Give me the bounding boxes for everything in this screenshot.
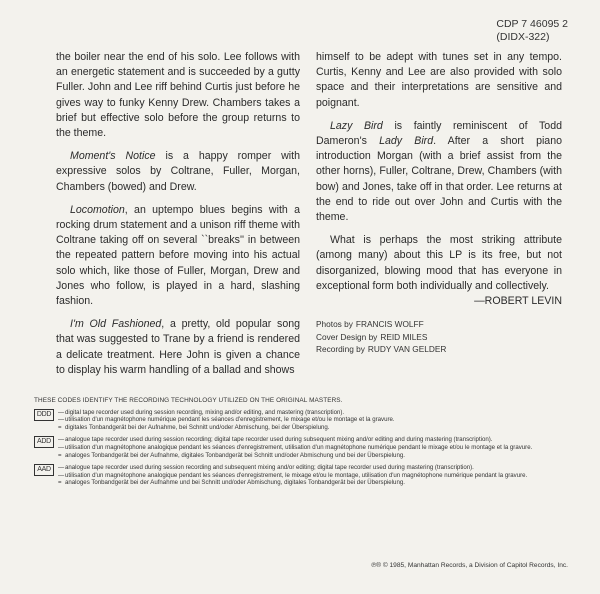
credit-recording: Recording by RUDY VAN GELDER — [316, 344, 447, 354]
code-badge: DDD — [34, 409, 54, 421]
catalog-code: (DIDX-322) — [496, 31, 550, 43]
code-row-add: ADD —analogue tape recorder used during session recording; digital tape recorder used during subsequent mixing and/or editing and during mastering (transcription). —utilisation d'un magnétophone analogique pendant les séances d'enregistrement, utilisation d'un magnétophone numérique pendant le mixage et/ou le montage et la gravure. = analoges Tonbandgerät bei der Aufnahme, digitales Tonbandgerät bei Schnitt und/oder Abmischung und bei der Überspielung. — [34, 436, 564, 459]
recording-codes-legend — [34, 397, 564, 492]
codes-heading: THESE CODES IDENTIFY THE RECORDING TECHNOLOGY UTILIZED ON THE ORIGINAL MASTERS. — [34, 397, 343, 404]
liner-notes-left-column — [56, 50, 300, 386]
author-byline: —ROBERT LEVIN — [474, 295, 562, 308]
liner-paragraph: himself to be adept with tunes set in any tempo. Curtis, Kenny and Lee are also provided with solo space and their interpretations are sensitive and poignant. — [316, 51, 562, 109]
credit-cover-design: Cover Design by REID MILES — [316, 331, 428, 342]
liner-paragraph: Moment's Notice is a happy romper with expressive solos by Coltrane, Fuller, Morgan, Chambers (bowed) and Drew. — [56, 150, 300, 193]
liner-paragraph: I'm Old Fashioned, a pretty, old popular song that was suggested to Trane by a friend is rendered a delicate treatment. Here John is given a chance to display his warm handling of a ballad and shows — [56, 318, 300, 376]
liner-paragraph: Locomotion, an uptempo blues begins with a rocking drum statement and a unison riff theme with Coltrane taking off on several ``breaks'' in between the repeated pattern before moving into his actual solo which, like those of Fuller, Morgan, Drew and Jones who follow, is played in a hard, slashing fashion. — [56, 203, 300, 308]
code-badge: ADD — [34, 436, 54, 448]
song-title: I'm Old Fashioned — [70, 318, 162, 331]
liner-paragraph: Lazy Bird is faintly reminiscent of Todd Dameron's Lady Bird. After a short piano introduction Morgan (with a brief assist from the other horns), Fuller, Coltrane, Drew, Chambers (with bow) and Jones, take off in that order. Lee returns at the end to ride out over John and Curtis with the theme. — [316, 119, 562, 224]
song-title: Locomotion — [70, 203, 125, 216]
code-badge: AAD — [34, 464, 54, 476]
code-row-aad: AAD —analogue tape recorder used during session recording and subsequent mixing and/or editing; digital tape recorder used during mastering (transcription). —utilisation d'un magnétophone analogique pendant les séances d'enregistrement, le mixage et/ou le montage, utilisation d'un magnétophone numérique pendant la gravure. = analoges Tonbandgerät bei der Aufnahme und bei Schnitt und/oder Abmischung, digitales Tonbandgerät bei der Überspielung. — [34, 464, 564, 487]
liner-paragraph: What is perhaps the most striking attribute (among many) about this LP is its free, but not disorganized, blowing mood that has everyone in exceptional form both individually and collectively. — [316, 234, 562, 292]
credit-photos: Photos by FRANCIS WOLFF — [316, 319, 424, 329]
catalog-number: CDP 7 46095 2 — [496, 18, 568, 30]
catalog-number-block — [496, 18, 568, 44]
liner-notes-right-column — [316, 50, 562, 309]
production-credits — [316, 318, 446, 356]
code-row-ddd: DDD —digital tape recorder used during session recording, mixing and/or editing, and mastering (transcription). —utilisation d'un magnétophone numérique pendant les séances d'enregistrement, le mixage et/ou le montage et la gravure. = digitales Tonbandgerät bei der Aufnahme, bei Schnitt und/oder Abmischung, bei der Überspielung. — [34, 409, 564, 432]
song-title: Lazy Bird — [330, 119, 383, 132]
liner-paragraph: the boiler near the end of his solo. Lee follows with an energetic statement and is succeeded by a gutty Fuller. John and Lee riff behind Curtis just before he gives way to funky Kenny Drew. Chambers takes a brief but effective solo before the group returns to the theme. — [56, 51, 300, 140]
song-title: Lady Bird — [379, 135, 434, 148]
copyright-notice: ℗® © 1985, Manhattan Records, a Division of Capitol Records, Inc. — [371, 562, 568, 569]
song-title: Moment's Notice — [70, 150, 156, 163]
